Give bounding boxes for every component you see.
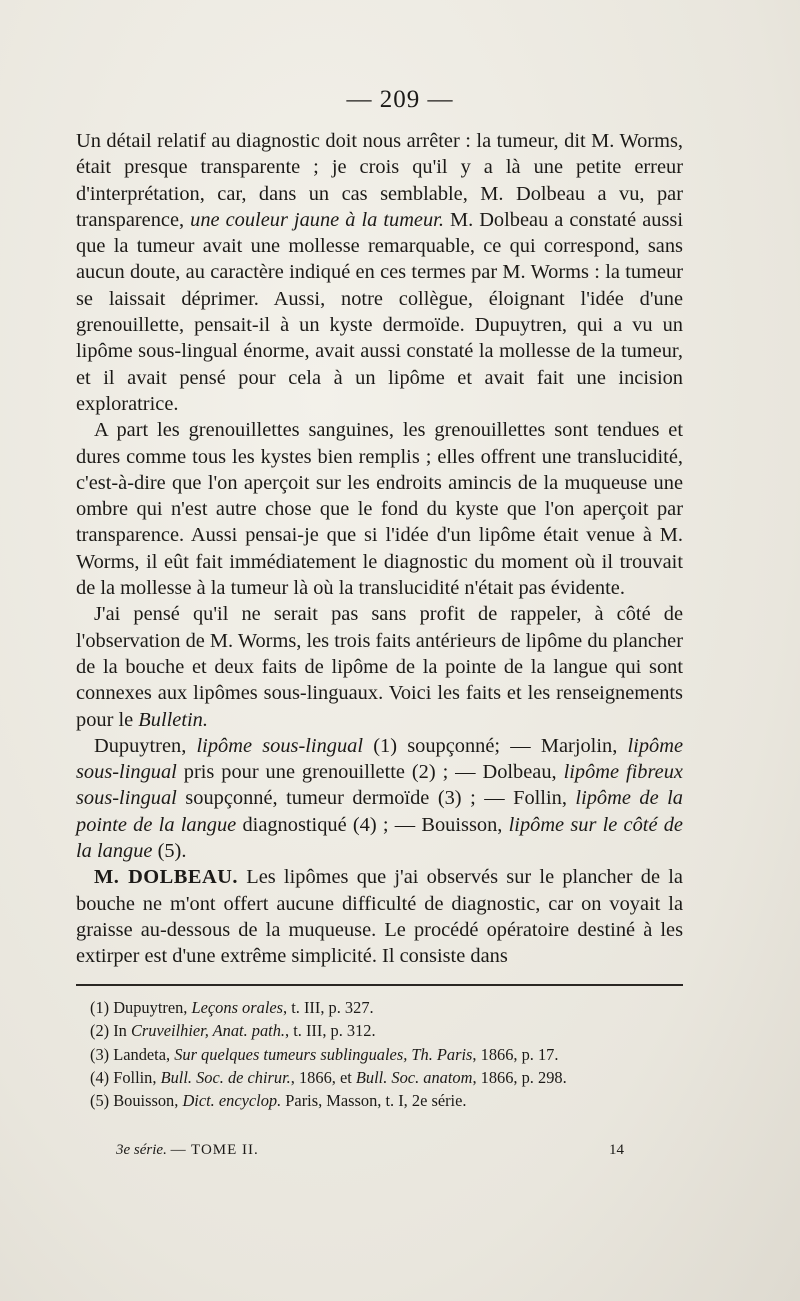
footnote (76, 1089, 683, 1112)
text-run: (1) soupçonné; — Marjolin, (363, 734, 628, 757)
paragraph (76, 417, 683, 601)
text-run: A part les grenouillettes sanguines, les grenouillettes sont tendues et dures comme tous les kystes bien remplis ; elles offrent une translucidité, c'est-à-dire que l'on aperçoit sur les endroits amincis de la muqueuse une ombre qui n'est autre chose que le fond du kyste que l'on aperçoit par transparence. Aussi pensai-je que si l'idée d'un lipôme était venue à M. Worms, il eût fait immédiatement le diagnostic du moment où il trouvait de la mollesse à la tumeur là où la translucidité n'était pas évidente. (76, 419, 683, 600)
text-run: , 1866, p. 298. (472, 1067, 567, 1087)
page-number: — 209 — (346, 86, 454, 113)
italic-run: lipôme fibreux sous-lingual (76, 761, 683, 810)
footnote (76, 1066, 683, 1089)
speaker-name: M. DOLBEAU. (94, 866, 239, 889)
signature-line (116, 1142, 624, 1159)
italic-run: lipôme sur le côté de la langue (76, 813, 683, 863)
text-run: pris pour une grenouillette (2) ; — Dolbeau, (176, 761, 564, 784)
text-run: (5) Bouisson, (90, 1091, 183, 1111)
text-run: Paris, Masson, t. I, 2e série. (281, 1091, 467, 1111)
italic-run: Bulletin. (138, 708, 208, 731)
text-run: Les lipômes que j'ai observés sur le plancher de la bouche ne m'ont offert aucune difficulté de diagnostic, car on voyait la graisse au-dessous de la muqueuse. Le procédé opératoire destiné à les extirper est d'une extrême simplicité. Il consiste dans (76, 866, 683, 968)
footnote (76, 1043, 683, 1066)
italic-run: une couleur jaune à la tumeur. (190, 208, 444, 231)
text-run: , t. III, p. 312. (285, 1021, 376, 1041)
text-run: (2) In (90, 1021, 131, 1041)
text-run: (4) Follin, (90, 1067, 161, 1087)
paragraph (76, 733, 683, 864)
italic-run: Cruveilhier, Anat. path. (130, 1021, 286, 1041)
italic-run: lipôme de la pointe de la langue (76, 787, 683, 836)
footnote (76, 1019, 683, 1042)
text-run: Un détail relatif au diagnostic doit nous arrêter : la tumeur, dit M. Worms, était presque transparente ; je crois qu'il y a là une petite erreur d'interprétation, car, dans un cas semblable, M. Dolbeau a vu, par transparence, (76, 130, 683, 231)
text-run: (3) Landeta, (90, 1044, 175, 1064)
text-run: , 1866, et (290, 1067, 356, 1087)
signature-series (116, 1142, 259, 1159)
italic-run: Bull. Soc. anatom (355, 1067, 473, 1087)
text-run: Dupuytren, (94, 734, 197, 757)
paragraph (76, 864, 683, 969)
footnote (76, 996, 683, 1019)
text-run: , t. III, p. 327. (283, 998, 374, 1017)
text-run: J'ai pensé qu'il ne serait pas sans profit de rappeler, à côté de l'observation de M. Worms, les trois faits antérieurs de lipôme du plancher de la bouche et deux faits de lipôme de la pointe de la langue qui sont connexes aux lipômes sous-linguaux. Voici les faits et les renseignements pour le (76, 603, 683, 731)
italic-run: Leçons orales (191, 998, 284, 1017)
paragraph (76, 128, 683, 417)
italic-run: lipôme sous-lingual (76, 734, 683, 784)
italic-run: Dict. encyclop. (182, 1091, 282, 1111)
text-run: , 1866, p. 17. (472, 1044, 559, 1064)
text-run: (1) Dupuytren, (90, 998, 192, 1017)
text-run: soupçonné, tumeur dermoïde (3) ; — Follin, (176, 787, 576, 810)
text-run: (5). (152, 840, 187, 863)
tome-label: — TOME II. (170, 1142, 259, 1158)
text-run: M. Dolbeau a constaté aussi que la tumeur avait une mollesse remarquable, ce qui correspond, sans aucun doute, au caractère indiqué en ces termes par M. Worms : la tumeur se laissait déprimer. Aussi, notre collègue, éloignant l'idée d'une grenouillette, pensait-il à un kyste dermoïde. Dupuytren, qui a vu un lipôme sous-lingual énorme, avait aussi constaté la mollesse de la tumeur, et il avait pensé pour cela à un lipôme et avait fait une incision exploratrice. (76, 208, 683, 415)
text-run: diagnostiqué (4) ; — Bouisson, (236, 813, 509, 836)
footnotes (76, 996, 683, 1112)
italic-run: Sur quelques tumeurs sublinguales, Th. Paris (174, 1044, 473, 1064)
italic-run: lipôme sous-lingual (196, 734, 364, 757)
italic-run: Bull. Soc. de chirur. (160, 1067, 291, 1087)
series-label: 3e série. (116, 1142, 167, 1158)
body-text (76, 128, 683, 970)
footnote-rule (76, 984, 683, 986)
paragraph (76, 601, 683, 732)
signature-number: 14 (609, 1142, 624, 1158)
